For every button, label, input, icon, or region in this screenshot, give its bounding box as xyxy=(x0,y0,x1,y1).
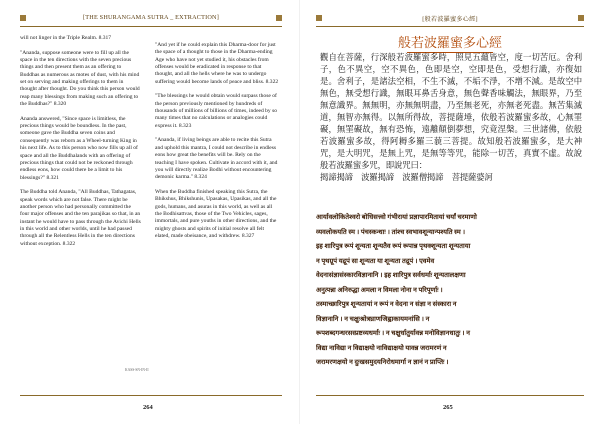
paragraph: When the Buddha finished speaking this Sutra, the Bhikshus, Bhikshunis, Upasakas, Upasikas, and all the gods, humans, and asuras in this world, as well as all the Bodhisattvas, those of the Two Vehicles, sages, immortals, and pure youths in other directions, and the mighty ghosts and spirits of initial resolve all felt elated, made obeisance, and withdrew. 8.327 xyxy=(155,188,277,239)
chinese-text-block xyxy=(320,52,582,185)
left-page-number: 264 xyxy=(143,404,153,411)
sanskrit-line: रूपशब्दगन्धरसस्प्रष्टव्यधर्माः । न चक्षुर्धातुर्यावन्न मनोविज्ञानधातुः । न xyxy=(316,330,470,337)
paragraph: Ananda answered, "Since space is limitless, the precious things would be boundless. In the past, someone gave the Buddha seven coins and consequently was reborn as a Wheel-turning King in his next life. As to this person who now fills up all of space and all the Buddhalands with an offering of precious things that could not be reckoned through endless eons, how could there be a limit to his blessings?" 8.321 xyxy=(20,115,138,181)
chinese-sutra-text: 觀自在菩薩，行深般若波羅蜜多時，照見五蘊皆空，度一切苦厄。舍利子，色不異空，空不異色，色即是空，空即是色，受想行識，亦復如是。舍利子，是諸法空相，不生不滅，不垢不淨，不增不減。是故空中無色，無受想行識，無眼耳鼻舌身意，無色聲香味觸法，無眼界，乃至無意識界。無無明，亦無無明盡，乃至無老死，亦無老死盡。無苦集滅道，無智亦無得。以無所得故，菩提薩埵，依般若波羅蜜多故，心無罣礙，無罣礙故，無有恐怖，遠離顛倒夢想，究竟涅槃。三世諸佛，依般若波羅蜜多故，得阿耨多羅三藐三菩提。故知般若波羅蜜多，是大神咒，是大明咒，是無上咒，是無等等咒，能除一切苦，真實不虛。故說般若波羅蜜多咒，即說咒曰： xyxy=(320,53,582,171)
sanskrit-line: वेदनासंज्ञासंस्कारविज्ञानानि । इह शारिपुत्र सर्वधर्माः शून्यतालक्षणा xyxy=(316,272,466,279)
right-page-number: 265 xyxy=(443,404,453,411)
paragraph: "And yet if he could explain this Dharma-door for just the space of a thought to those in the Dharma-ending Age who have not yet studied it, his obstacles from offenses would be eradicated in response to that thought, and all the hells where he was to undergo suffering would become lands of peace and bliss. 8.322 xyxy=(155,42,279,85)
sanskrit-line: इह शारिपुत्र रूपं शून्यता शून्यतैव रूपं रूपान्न पृथक्शून्यता शून्यताया xyxy=(316,243,471,250)
left-header-title: [THE SHURANGAMA SUTRA _ EXTRACTION] xyxy=(83,14,219,21)
left-running-header xyxy=(20,10,282,27)
header-ornament-right xyxy=(276,15,282,21)
paragraph: "The blessings he would obtain would surpass those of the person previously mentioned by hundreds of thousands of millions of billions of times, indeed by so many times that no calculations or analogies could express it. 8.323 xyxy=(155,93,278,129)
right-running-header xyxy=(316,10,584,27)
sanskrit-line: विद्या नाविद्या न विद्याक्षयो नाविद्याक्षयो यावन्न जरामरणं न xyxy=(316,344,447,352)
sanskrit-line: आर्यावलोकितेश्वरो बोधिसत्त्वो गंभीरायां प्रज्ञापारमितायां चर्यां चरमाणो xyxy=(316,214,477,221)
chinese-mantra: 揭諦揭諦 波羅揭諦 波羅僧揭諦 菩提薩婆訶 xyxy=(320,173,493,183)
left-column-2 xyxy=(155,42,279,248)
sutra-title xyxy=(316,32,584,53)
sanskrit-line: तस्माच्छारिपुत्र शून्यतायां न रूपं न वेदना न संज्ञा न संस्कारा न xyxy=(316,301,457,308)
sanskrit-line: जरामरणक्षयो न दुःखसमुदयनिरोधमार्गा न ज्ञानं न प्राप्तिः । xyxy=(316,359,449,366)
left-footer-rule xyxy=(20,395,282,404)
right-page xyxy=(300,0,600,424)
header-ornament-right xyxy=(578,15,584,21)
sanskrit-line: विज्ञानानि । न चक्षुःश्रोत्रघ्राणजिह्वाकायमनांसि । न xyxy=(316,315,430,323)
paragraph: "Ananda, suppose someone were to fill up all the space in the ten directions with the seven precious things and then present them as an offering to Buddhas as numerous as motes of dust, with his mind set on serving and making offerings to them in thought after thought. Do you think this person would reap many blessings from making such an offering to the Buddhas?" 8.320 xyxy=(20,49,140,108)
sanskrit-line: व्यवलोकयति स्म । पंचस्कन्धाः । तांश्च स्वभावशून्यान्पश्यति स्म । xyxy=(316,228,465,236)
sanskrit-line: अनुत्पन्ना अनिरुद्धा अमला न विमला नोना न परिपूर्णाः । xyxy=(316,286,443,294)
right-header-title: [般若波羅蜜多心經] xyxy=(422,16,478,23)
sanskrit-text-block xyxy=(316,211,584,371)
sanskrit-line: न पृथग्रूपं यद्रूपं सा शून्यता या शून्यता तद्रूपं । एवमेव xyxy=(316,257,435,265)
left-column-1 xyxy=(20,35,141,255)
sutra-title-text: 般若波羅蜜多心經 xyxy=(397,35,502,50)
paragraph: "Ananda, if living beings are able to recite this Sutra and uphold this mantra, I could not describe in endless eons how great the benefits will be. Rely on the teaching I have spoken. Cultivate in accord with it, and you will directly realize Bodhi without encountering demonic karma." 8.324 xyxy=(155,137,278,181)
print-stamp: KASS-SN-IN-II xyxy=(125,368,149,372)
paragraph: The Buddha told Ananda, "All Buddhas, Tathagatas, speak words which are not false. There might be another person who had personally committed the four major offenses and the ten parajikas so that, in an instant he would have to pass through the Avichi Hells in this world and other worlds, until he had passed through all the Relentless Hells in the ten directions without exception. 8.322 xyxy=(20,189,141,247)
right-footer-rule xyxy=(316,395,584,404)
paragraph: will not linger in the Triple Realm. 8.317 xyxy=(20,35,112,41)
